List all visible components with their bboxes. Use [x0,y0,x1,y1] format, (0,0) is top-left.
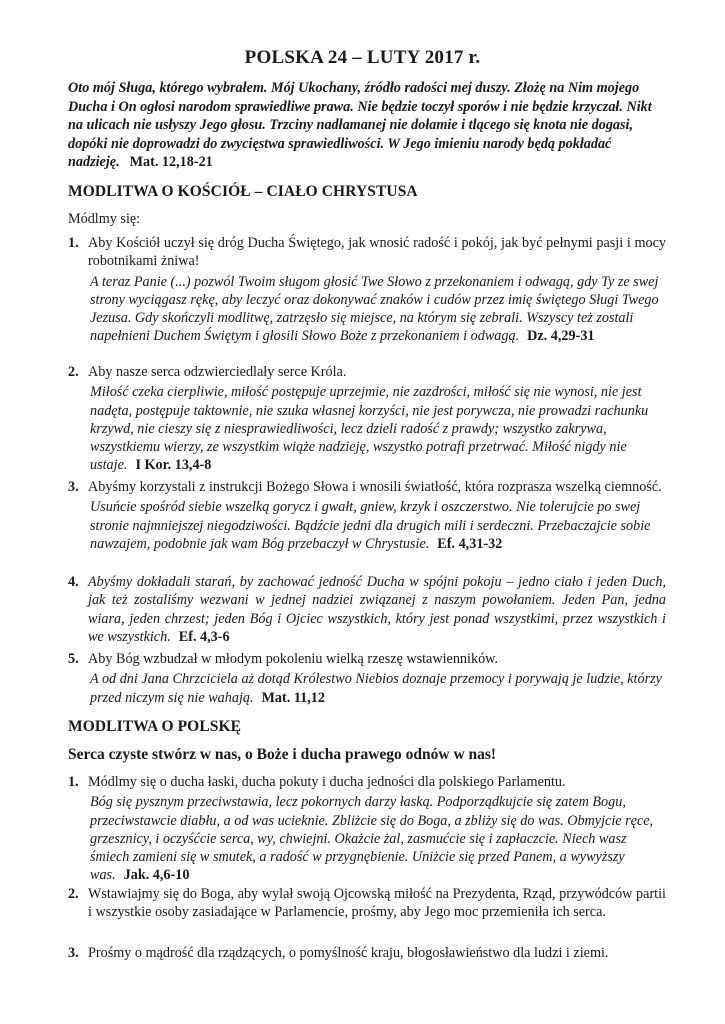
intro-quote [68,79,668,172]
quote-reference: Dz. 4,29-31 [527,328,595,345]
page-title: POLSKA 24 – LUTY 2017 r. [244,47,481,68]
quote-text: A od dni Jana Chrzciciela aż dotąd Królestwo Niebios doznaje przemocy i porywają je ludzie, którzy przed niczym się nie wahają. [90,671,662,706]
item-text: Wstawiajmy się do Boga, aby wylał swoją Ojcowską miłość na Prezydenta, Rząd, przywódców partii i wszystkie osoby zasiadające w Parlamencie, prośmy, aby Jego moc przemieniła ich serca. [88,886,666,921]
item-number: 1. [68,235,79,251]
item-number: 3. [68,479,79,495]
item-text-content: Abyśmy dokładali starań, by zachować jedność Ducha w spójni pokoju – jedno ciało i jeden Duch, jak też zostaliśmy wezwani w jednej nadziei związanej z naszym powołaniem. Jeden Pan, jedna wiara, jeden chrzest; jeden Bóg i Ojciec wszystkich, który jest ponad wszystkimi, przez wszystkich i we wszystkich. [88,574,666,645]
item-number: 3. [68,945,79,961]
quote-text: A teraz Panie (...) pozwól Twoim sługom głosić Twe Słowo z przekonaniem i odwagą, gdy Ty ze swej strony wyciągasz rękę, aby leczyć oraz dokonywać znaków i cudów przez imię świętego Sługi Twego Jezusa. Gdy skończyli modlitwę, zatrzęsło się miejsce, na którym się zebrali. Wszyscy też zostali napełnieni Duchem Świętym i głosili Słowo Boże z przekonaniem i odwagą. [90,273,659,345]
section-heading-poland: MODLITWA O POLSKĘ [68,718,242,735]
quote-reference: Ef. 4,31-32 [437,535,503,552]
item-text: Abyśmy korzystali z instrukcji Bożego Słowa i wnosili światłość, która rozprasza wszelką ciemność. [88,479,662,495]
item-number: 1. [68,774,79,790]
list-item [68,773,666,885]
quote-text: Usuńcie spośród siebie wszelką gorycz i gwałt, gniew, krzyk i oszczerstwo. Nie tolerujcie po swej stronie najmniejszej niegodziwości. Bądźcie jedni dla drugich mili i serdeczni. Przebaczajcie sobie nawzajem, podobnie jak wam Bóg przebaczył w Chrystusie. [90,499,651,552]
list-item [68,944,666,962]
list-item [68,650,666,707]
item-number: 4. [68,574,79,590]
intro-text: Oto mój Sługa, którego wybrałem. Mój Ukochany, źródło radości mej duszy. Złożę na Nim mojego Ducha i On ogłosi narodom sprawiedliwe prawa. Nie będzie toczył sporów i nie będzie krzyczał. Nikt na ulicach nie usłyszy Jego głosu. Trzciny nadłamanej nie dołamie i tlącego się knota nie dogasi, dopóki nie doprowadzi do zwycięstwa sprawiedliwości. W Jego imieniu narody będą pokładać nadzieję. [68,80,652,170]
list-item [68,573,666,646]
intro-reference: Mat. 12,18-21 [129,154,213,170]
section-lead: Módlmy się: [68,211,141,227]
list-item [68,478,666,553]
item-text: Aby Kościół uczył się dróg Ducha Świętego, jak wnosić radość i pokój, jak być pełnymi pasji i mocy robotnikami żniwa! [88,235,666,270]
item-text: Módlmy się o ducha łaski, ducha pokuty i ducha jedności dla polskiego Parlamentu. [88,774,566,790]
item-quote [90,793,666,884]
item-quote [90,498,666,553]
quote-reference: Jak. 4,6-10 [123,867,190,884]
list-item [68,885,666,922]
item-quote [90,670,666,707]
item-number: 2. [68,364,79,380]
item-text: Aby Bóg wzbudzał w młodym pokoleniu wielką rzeszę wstawienników. [88,651,499,667]
item-text: Prośmy o mądrość dla rządzących, o pomyślność kraju, błogosławieństwo dla ludzi i ziemi. [88,945,609,961]
section-subheading: Serca czyste stwórz w nas, o Boże i ducha prawego odnów w nas! [68,746,497,763]
quote-text: Miłość czeka cierpliwie, miłość postępuje uprzejmie, nie zazdrości, miłość się nie wynosi, nie jest nadęta, postępuje taktownie, nie szuka własnej korzyści, nie jest porywcza, nie prowadzi rachunku krzywd, nie cieszy się z niesprawiedliwości, lecz dzieli radość z prawdy; wszystko zakrywa, wszystkiemu wierzy, ze wszystkim wiąże nadzieję, wszystko potrafi przetrwać. Miłość nigdy nie ustaje. [90,384,649,474]
quote-text: Bóg się pysznym przeciwstawia, lecz pokornych darzy łaską. Podporządkujcie się zatem Bogu, przeciwstawcie diabłu, a od was ucieknie. Zbliżcie się do Boga, a zbliży się do was. Obmyjcie ręce, grzesznicy, i oczyśćcie serca, wy, chwiejni. Okażcie żal, zasmućcie się i zapłaczcie. Niech wasz śmiech zamieni się w smutek, a radość w przygnębienie. Uniżcie się przed Panem, a wywyższy was. [90,794,654,884]
item-text [88,573,666,646]
list-item [68,234,666,346]
quote-reference: I Kor. 13,4-8 [135,457,212,474]
list-item [68,363,666,475]
item-text: Aby nasze serca odzwierciedlały serce Króla. [88,364,347,380]
item-quote [90,383,666,474]
item-quote [90,273,666,346]
quote-reference: Ef. 4,3-6 [178,628,230,645]
item-number: 2. [68,886,79,902]
section-heading-church: MODLITWA O KOŚCIÓŁ – CIAŁO CHRYSTUSA [68,183,418,200]
quote-reference: Mat. 11,12 [261,689,325,706]
item-number: 5. [68,651,79,667]
